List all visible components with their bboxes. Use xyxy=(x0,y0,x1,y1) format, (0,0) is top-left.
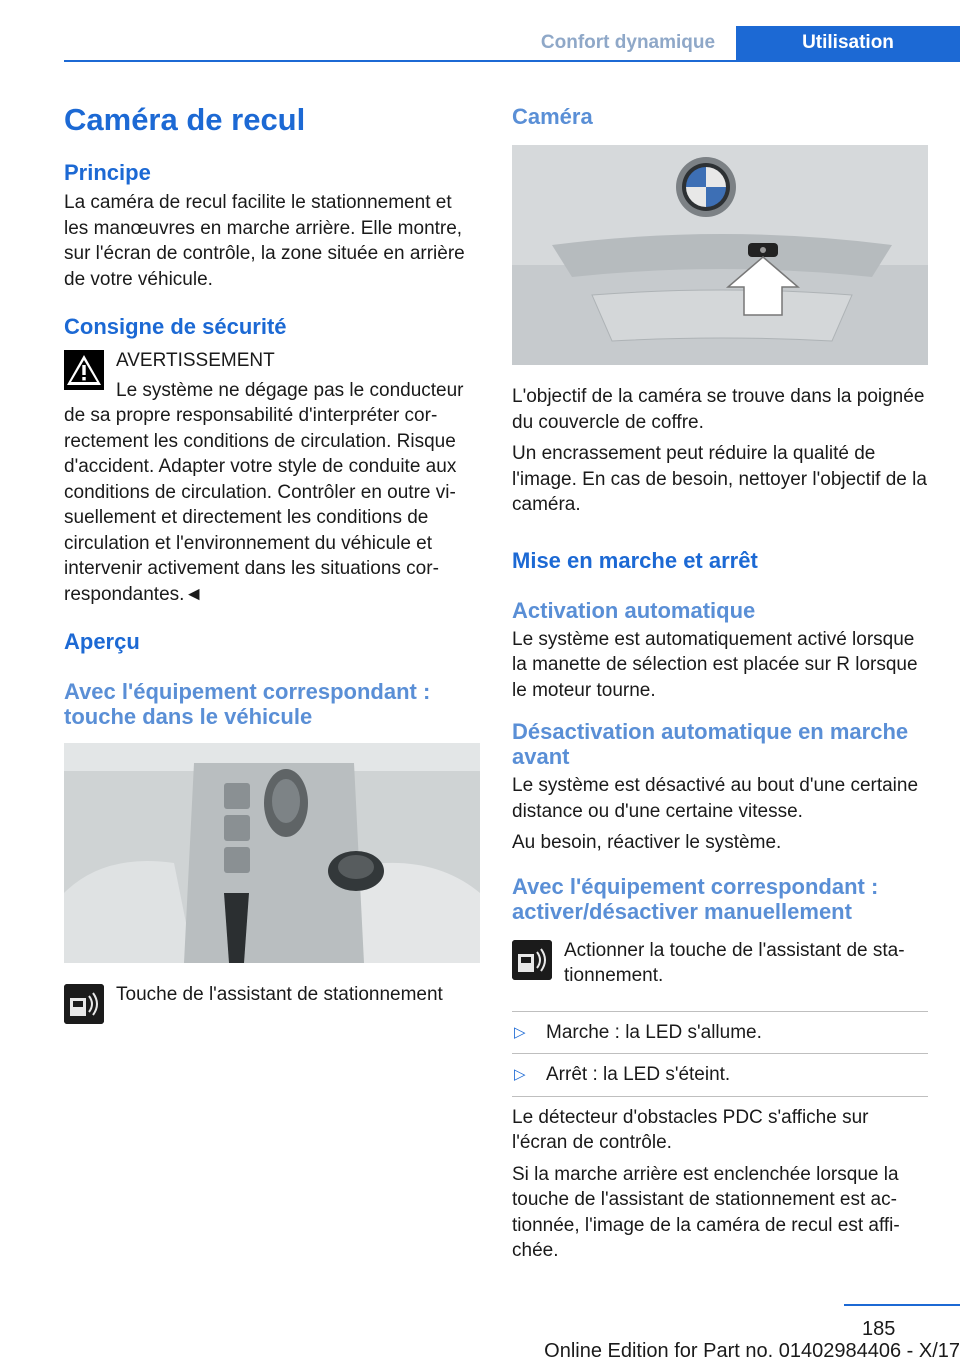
list-item xyxy=(512,1020,928,1046)
warning-title: AVERTISSEMENT xyxy=(116,350,275,371)
equipment-heading: Avec l'équipement correspondant : touche dans le véhicule xyxy=(64,679,431,729)
reverse-text: Si la marche arrière est enclenchée lorsque la touche de l'assistant de stationnement est actionnée, l'image de la caméra de recul est affichée. xyxy=(512,1163,900,1261)
warning-text-rest: de sa propre responsabilité d'interpréter correctement les conditions de circulation. Risque d'accident. Adapter votre style de conduite aux conditions de circulation. Contrôler en outre visuellement et directement les conditions de circulation et l'environnement du véhicule et intervenir activement dans les situations correspondantes.◄ xyxy=(64,405,457,605)
header-section-tab[interactable]: Confort dynamique xyxy=(528,26,728,60)
divider xyxy=(512,1011,928,1012)
principle-heading: Principe xyxy=(64,160,151,185)
header-active-tab[interactable]: Utilisation xyxy=(736,26,960,60)
warning-text-first: Le système ne dégage pas le conducteur xyxy=(116,379,464,401)
right-column xyxy=(512,104,928,1264)
trunk-camera-image xyxy=(512,145,928,365)
edition-footer: Online Edition for Part no. 01402984406 - X/17 xyxy=(544,1340,960,1362)
interior-console-image xyxy=(64,743,480,963)
safety-heading: Consigne de sécurité xyxy=(64,314,287,339)
header-rule xyxy=(64,60,960,62)
button-caption: Touche de l'assistant de stationnement xyxy=(116,984,443,1005)
manual-instruction: Actionner la touche de l'assistant de stationnement. xyxy=(564,939,905,986)
list-item xyxy=(512,1062,928,1088)
divider xyxy=(512,1053,928,1054)
auto-on-text: Le système est automatiquement activé lorsque la manette de sélection est placée sur R lorsque le moteur tourne. xyxy=(512,628,918,701)
divider xyxy=(512,1096,928,1097)
bullet-text: Marche : la LED s'allume. xyxy=(546,1021,762,1043)
onoff-heading: Mise en marche et arrêt xyxy=(512,547,758,573)
left-column xyxy=(64,100,480,1024)
camera-text-1: L'objectif de la caméra se trouve dans la poignée du couvercle de coffre. xyxy=(512,386,925,433)
button-caption-row xyxy=(64,982,480,1024)
parking-assistant-icon xyxy=(64,984,104,1024)
camera-text-2: Un encrassement peut réduire la qualité de l'image. En cas de besoin, nettoyer l'objectif de la caméra. xyxy=(512,443,927,515)
parking-assistant-icon xyxy=(512,940,552,980)
pdc-text: Le détecteur d'obstacles PDC s'affiche sur l'écran de contrôle. xyxy=(512,1106,869,1153)
page-number: 185 xyxy=(862,1318,896,1340)
camera-heading: Caméra xyxy=(512,104,593,129)
warning-block xyxy=(64,348,480,607)
auto-off-heading: Désactivation automatique en marche avant xyxy=(512,719,909,769)
auto-off-text: Le système est désactivé au bout d'une certaine distance ou d'une certaine vitesse. xyxy=(512,775,919,822)
warning-triangle-icon xyxy=(64,350,104,390)
triangle-bullet-icon: ▷ xyxy=(514,1023,526,1041)
reactivate-text: Au besoin, réactiver le système. xyxy=(512,832,782,853)
manual-instruction-row xyxy=(512,938,928,989)
manual-heading: Avec l'équipement correspondant : activer/désactiver manuellement xyxy=(512,873,879,924)
auto-on-heading: Activation automatique xyxy=(512,597,756,623)
principle-text: La caméra de recul facilite le stationnement et les manœuvres en marche arrière. Elle montre, sur l'écran de contrôle, la zone située en arrière de votre véhicule. xyxy=(64,192,465,290)
page-number-rule xyxy=(844,1304,960,1306)
bullet-text: Arrêt : la LED s'éteint. xyxy=(546,1064,731,1085)
triangle-bullet-icon: ▷ xyxy=(514,1066,526,1083)
overview-heading: Aperçu xyxy=(64,629,140,654)
page-title: Caméra de recul xyxy=(64,102,306,137)
